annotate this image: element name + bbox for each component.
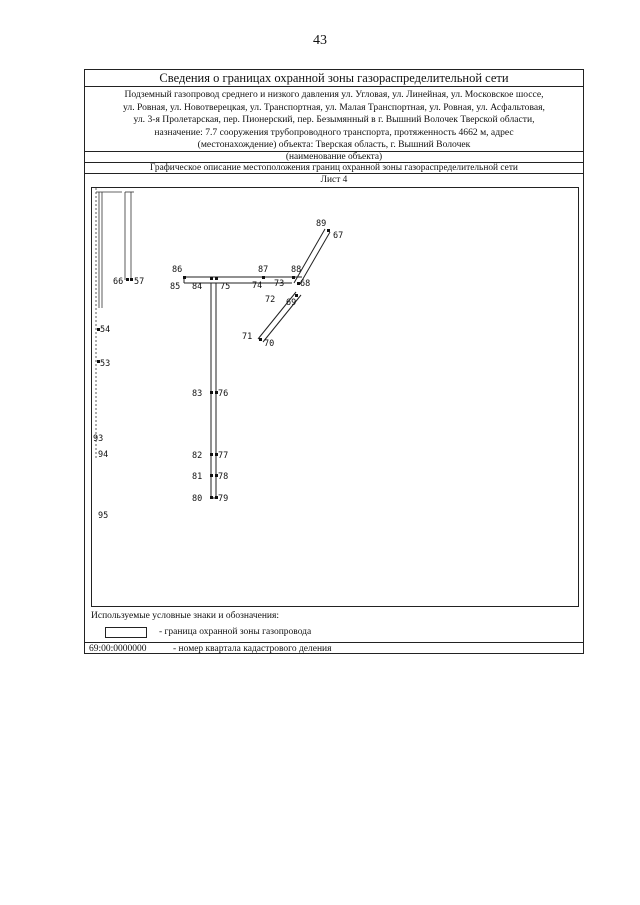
point-label: 89 [316,219,327,229]
page-number: 43 [313,33,327,48]
point-label: 77 [218,451,229,461]
point-label: 69 [286,298,297,308]
left-boundary-lines [96,188,134,458]
point-label: 66 [113,277,124,287]
point-labels [93,219,343,521]
point-label: 68 [300,279,311,289]
point-label: 86 [172,265,183,275]
map-area [91,187,579,607]
point-label: 87 [258,265,269,275]
point-label: 83 [192,389,203,399]
point-label: 76 [218,389,229,399]
point-label: 54 [100,325,111,335]
sheet-label: Лист 4 [320,175,348,185]
point-label: 82 [192,451,203,461]
point-label: 70 [264,339,275,349]
point-label: 88 [291,265,302,275]
point-label: 73 [274,279,285,289]
point-label: 78 [218,472,229,482]
gas-pipeline-protection-zone [184,229,330,498]
point-label: 85 [170,282,181,292]
legend-boundary-symbol [105,627,147,638]
point-label: 53 [100,359,111,369]
legend-boundary-text: - граница охранной зоны газопровода [159,627,312,637]
description-line: Подземный газопровод среднего и низкого давления ул. Угловая, ул. Линейная, ул. Московское шоссе, [124,89,544,100]
object-name-caption: (наименование объекта) [85,152,583,163]
graphic-description-title: Графическое описание местоположения границ охранной зоны газораспределительной сети [85,163,583,174]
point-label: 67 [333,231,344,241]
boundary-map [92,188,580,608]
point-label: 72 [265,295,276,305]
description-line: (местонахождение) объекта: Тверская область, г. Вышний Волочек [197,139,471,151]
point-label: 81 [192,472,203,482]
point-label: 84 [192,282,203,292]
legend-title: Используемые условные знаки и обозначения: [91,611,280,621]
point-label: 94 [98,450,109,460]
point-label: 57 [134,277,145,287]
point-label: 74 [252,281,263,291]
legend-divider [85,642,583,643]
object-description [85,87,583,152]
description-line: назначение: 7.7 сооружения трубопроводного транспорта, протяженность 4662 м, адрес [154,126,514,138]
legend-cadastral-code: 69:00:0000000 [89,644,147,654]
point-label: 75 [220,282,231,292]
document-title: Сведения о границах охранной зоны газораспределительной сети [85,70,583,87]
point-label: 93 [93,434,104,444]
point-label: 80 [192,494,203,504]
point-label: 95 [98,511,109,521]
description-line: ул. Ровная, ул. Новотверецкая, ул. Транспортная, ул. Малая Транспортная, ул. Ровная, ул. Асфальтовая, [123,101,545,113]
point-label: 71 [242,332,253,342]
legend-cadastral-text: - номер квартала кадастрового деления [173,644,332,654]
document-frame [84,69,584,654]
description-line: ул. 3-я Пролетарская, пер. Пионерский, пер. Безымянный в г. Вышний Волочек Тверской области, [133,114,535,126]
point-label: 79 [218,494,229,504]
